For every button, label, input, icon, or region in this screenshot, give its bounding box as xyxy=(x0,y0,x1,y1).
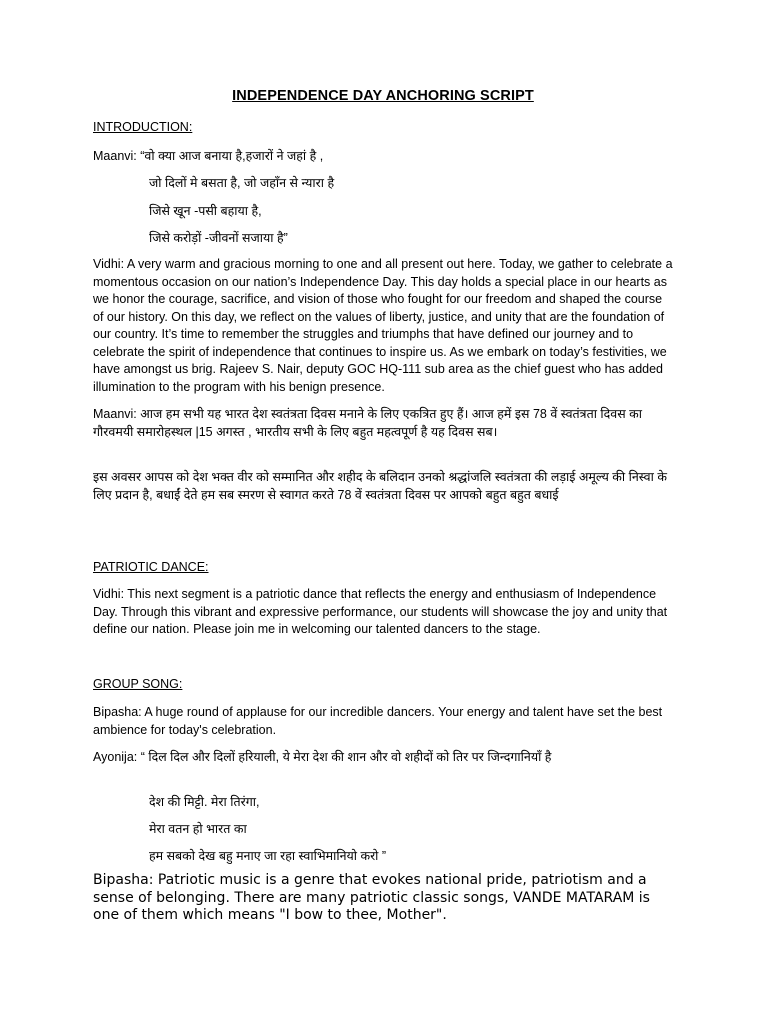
maanvi-hindi-paragraph-2: इस अवसर आपस को देश भक्त वीर को सम्मानित और शहीद के बलिदान उनको श्रद्धांजलि स्वतंत्रता की लड़ाई अमूल्य की निस्वा के लिए प्रदान है, बधाईं देते हम सब स्मरण से स्वागत करते 78 वें स्वतंत्रता दिवस पर आपको बहुत बहुत बधाई xyxy=(93,470,667,502)
ayonija-hindi-paragraph: Ayonija: “ दिल दिल और दिलों हरियाली, ये मेरा देश की शान और वो शहीदों को तिर पर जिन्दगानियाँ है xyxy=(93,750,552,764)
maanvi-poem-line-3: जिसे खून -पसी बहाया है, xyxy=(149,204,262,218)
maanvi-poem-line-2: जो दिलों मे बसता है, जो जहाँन से न्यारा है xyxy=(149,176,335,190)
ayonija-poem-line-2: मेरा वतन हो भारत का xyxy=(149,822,247,836)
section-heading-introduction: INTRODUCTION: xyxy=(93,120,193,134)
ayonija-poem-line-1: देश की मिट्टी. मेरा तिरंगा, xyxy=(149,795,260,809)
ayonija-poem-line-3: हम सबको देख बहु मनाए जा रहा स्वाभिमानियो करो ” xyxy=(149,849,387,863)
vidhi-intro-paragraph: Vidhi: A very warm and gracious morning to one and all present out here. Today, we gather to celebrate a momentous occasion on our nation’s Independence Day. This day holds a special place in our hearts as we honor the courage, sacrifice, and vision of those who fought for our freedom and shaped the course of our history. On this day, we reflect on the values of liberty, justice, and unity that are the foundation of our country. It’s time to remember the struggles and triumphs that have defined our journey and to celebrate the spirit of independence that continues to inspire us. As we embark on today’s festivities, we have amongst us brig. Rajeev S. Nair, deputy GOC HQ-111 sub area as the chief guest who has added illumination to the program with his benign presence. xyxy=(93,257,673,394)
vidhi-dance-paragraph: Vidhi: This next segment is a patriotic dance that reflects the energy and enthusiasm of Independence Day. Through this vibrant and expressive performance, our students will showcase the joy and unity that define our nation. Please join me in welcoming our talented dancers to the stage. xyxy=(93,587,668,636)
bipasha-music-paragraph: Bipasha: Patriotic music is a genre that evokes national pride, patriotism and a sense of belonging. There are many patriotic classic songs, VANDE MATARAM is one of them which means "I bow to thee, Mother". xyxy=(93,872,650,923)
bipasha-applause-paragraph: Bipasha: A huge round of applause for our incredible dancers. Your energy and talent have set the best ambience for today's celebration. xyxy=(93,705,663,737)
maanvi-poem-line-1: Maanvi: “वो क्या आज बनाया है,हजारों ने जहां है , xyxy=(93,149,324,163)
section-heading-patriotic-dance: PATRIOTIC DANCE: xyxy=(93,560,209,574)
document-title: INDEPENDENCE DAY ANCHORING SCRIPT xyxy=(232,88,534,104)
section-heading-group-song: GROUP SONG: xyxy=(93,677,183,691)
maanvi-hindi-paragraph-1: Maanvi: आज हम सभी यह भारत देश स्वतंत्रता दिवस मनाने के लिए एकत्रित हुए हैं। आज हमें इस 78 वें स्वतंत्रता दिवस का गौरवमयी समारोहस्थल |15 अगस्त , भारतीय सभी के लिए बहुत महत्वपूर्ण है यह दिवस सब। xyxy=(93,407,643,439)
maanvi-poem-line-4: जिसे करोड़ों -जीवनों सजाया है” xyxy=(149,231,288,245)
